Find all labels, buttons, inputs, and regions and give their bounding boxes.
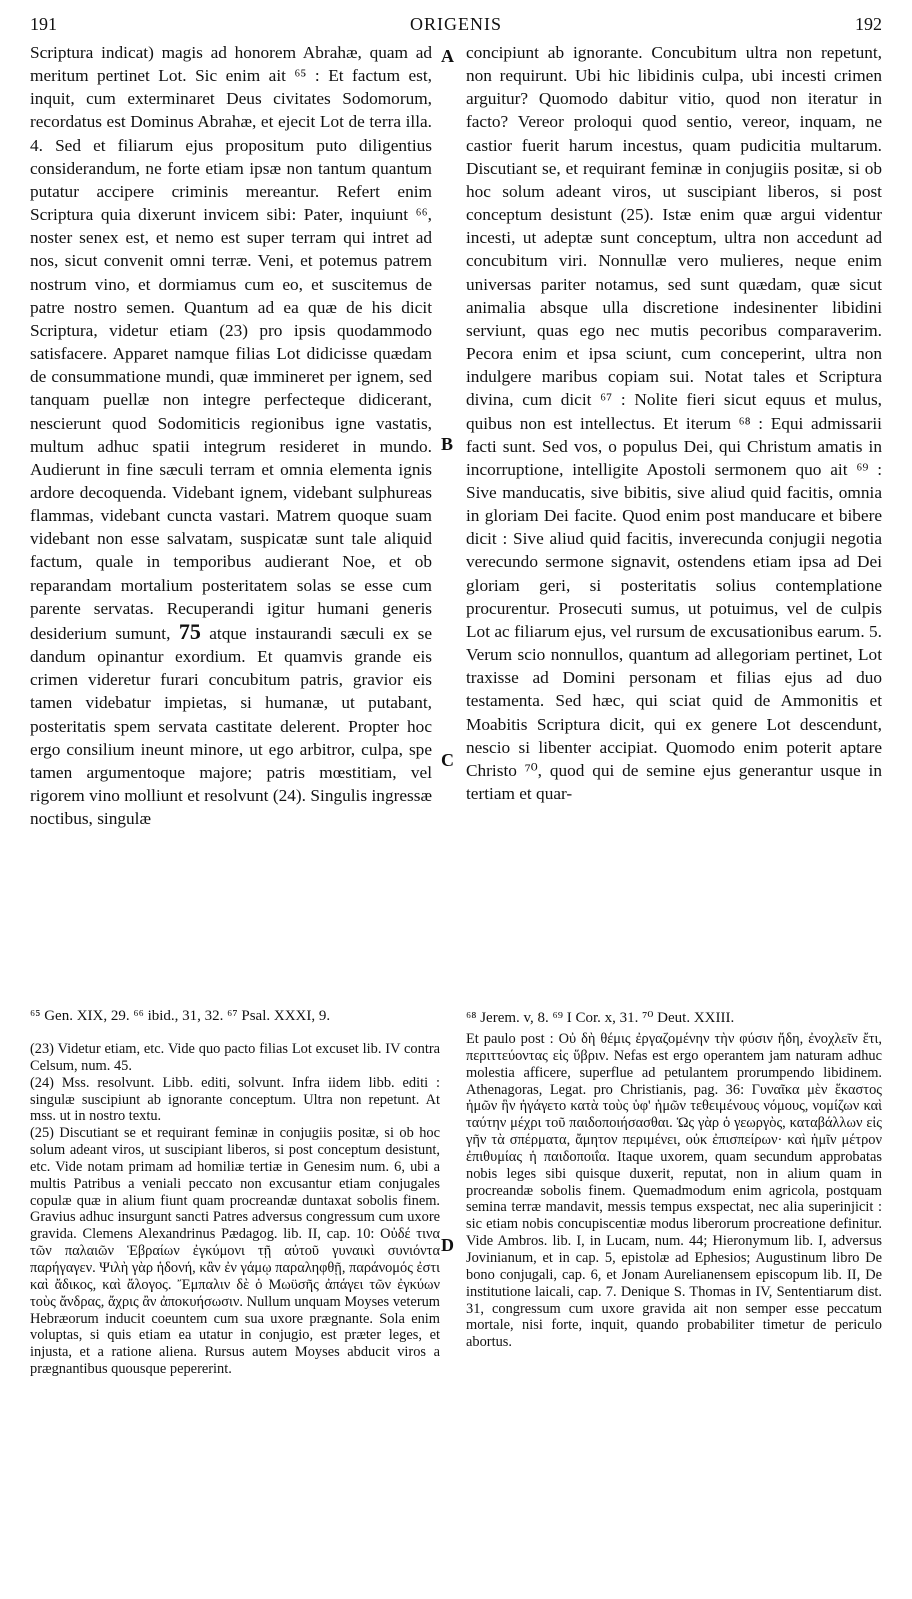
margin-letter-a: A bbox=[441, 46, 454, 66]
running-title: ORIGENIS bbox=[410, 14, 502, 34]
page-header bbox=[30, 14, 882, 38]
note-25-continued: Et paulo post : Οὐ δὴ θέμις ἐργαζομένην τὴν φύσιν ἤδη, ἐνοχλεῖν ἔτι, περιττεύοντας εἰς ὕβριν. Nefas est ergo operantem jam naturam adhuc molestia afficere, superflue ad petulantem prorumpendo libidinem. Athenagoras, Legat. pro Christianis, pag. 36: Γυναῖκα μὲν ἕκαστος ἡμῶν ἣν ἠγάγετο κατὰ τοὺς ὑφ' ἡμῶν τεθειμένους νόμους, νομίζων καὶ ταύτην μέχρι τοῦ παιδοποιήσασθαι. Ὡς γὰρ ὁ γεωργὸς, καταβάλλων εἰς γῆν τὰ σπέρματα, ἄμητον περιμένει, οὐκ ἐπισπείρων· καὶ ἡμῖν μέτρον ἐπιθυμίας ἡ παιδοποιΐα. Itaque uxorem, quam secundum approbatas nobis leges sibi quisque duxerit, reputat, non in alium quam in procreandæ sobolis finem. Quemadmodum enim agricola, postquam semina terræ mandavit, messis tempus exspectat, nec alia superinjicit : sic etiam nobis concupiscentiæ modus liberorum procreatione definitur. Vide Ambros. lib. I, in Lucam, num. 44; Hieronymum lib. I, adversus Jovinianum, et in cap. 5, epistolæ ad Ephesios; Augustinum libro De bono conjugali, cap. 6, et Jonam Aurelianensem episcopum lib. II, De institutione laicali, cap. 7. Denique S. Thomas in IV, Sententiarum dist. 31, congressum cum uxore gravida ait non semper esse peccatum mortale, nisi forte, inquit, quando probabiliter timetur de periculo abortus. bbox=[466, 1031, 882, 1351]
footnotes-right: ⁶⁸ Jerem. v, 8. ⁶⁹ I Cor. x, 31. ⁷⁰ Deut. XXIII. bbox=[466, 1010, 735, 1026]
note-25: (25) Discutiant se et requirant feminæ in conjugiis positæ, si ob hoc solum adeant viros, ut suscipiant liberos, si post conceptum desistunt, etc. Vide notam primam ad homiliæ tertiæ in Genesim num. 6, ubi a multis Patribus a veniali peccato non excusantur etiam conjugales copulæ quæ in alium fiunt quam procreandæ duntaxat sobolis finem. Gravius adhuc insurgunt sancti Patres adversus congressum cum uxore gravida. Clemens Alexandrinus Pædagog. lib. II, cap. 10: Οὐδέ τινα τῶν παλαιῶν Ἑβραίων ἐγκύμονι τῇ αὐτοῦ γυναικὶ συνιόντα παρήγαγεν. Ψιλὴ γὰρ ἡδονή, κἂν ἐν γάμῳ παραληφθῇ, παράνομός ἐστι καὶ ἄδικος, καὶ ἄλογος. Ἔμπαλιν δὲ ὁ Μωϋσῆς ἀπάγει τῶν ἐγκύων τοὺς ἄνδρας, ἄχρις ἂν ἀποκυήσωσιν. Nullum unquam Moyses veterum Hebræorum inducit coeuntem cum sua uxore prægnante. Sola enim voluptas, si quis etiam ea utatur in conjugio, est præter leges, et injusta, et a ratione aliena. Rursus autem Moyses abducit viros a prægnantibus quousque pepererint. bbox=[30, 1125, 440, 1378]
left-column-text bbox=[30, 41, 432, 830]
page-number-right: 192 bbox=[855, 14, 882, 34]
note-23: (23) Videtur etiam, etc. Vide quo pacto filias Lot excuset lib. IV contra Celsum, num. 45. bbox=[30, 1041, 440, 1074]
margin-letter-d: D bbox=[441, 1235, 454, 1255]
left-body-part-1: Scriptura indicat) magis ad honorem Abrahæ, quam ad meritum pertinet Lot. Sic enim ait ⁶⁵ : Et factum est, inquit, cum exterminaret Deus civitates Sodomorum, recordatus est Dominus Abrahæ, et ejecit Lot de terra illa. 4. Sed et filiarum ejus propositum puto diligentius considerandum, ne forte etiam ipsæ non tantum quantum putatur accipere criminis mereantur. Refert enim Scriptura quia dixerunt invicem sibi: Pater, inquiunt ⁶⁶, noster senex est, et nemo est super terram qui intret ad nos, sicut convenit omni terræ. Veni, et potemus patrem nostrum vino, et dormiamus cum eo, et suscitemus de patre nostro semen. Quantum ad ea quæ de his dicit Scriptura, videtur etiam (23) pro ipsis quodammodo satisfacere. Apparet namque filias Lot didicisse quædam de consummatione mundi, quæ immineret per ignem, sed tanquam puellæ non integre perfecteque didicerant, nescierunt quod Sodomiticis regionibus igne vastatis, multum adhuc spatii integrum resideret in mundo. Audierunt in fine sæculi terram et omnia elementa ignis ardore decoquenda. Videbant ignem, videbant sulphureas flammas, videbant cuncta vastari. Matrem quoque suam videbant non esse salvatam, suspicatæ sunt tale aliquid factum, quale in temporibus audierant Noe, et ob reparandam mortalium posteritatem solas se esse cum parente servatas. Recuperandi igitur humani generis desiderium sumunt, bbox=[30, 43, 432, 643]
left-body-part-2: atque instaurandi sæculi ex se dandum opinantur exordium. Et quamvis grande eis crimen videretur furari concubitum patris, gravior eis tamen videbatur impietas, si humanæ, ut putabant, posteritatis spem servata castitate delerent. Propter hoc ergo consilium ineunt minore, ut ego arbitror, culpa, spe tamen argumentoque majore; patris mœstitiam, vel rigorem vino molliunt et resolvunt (24). Singulis ingressæ noctibus, singulæ bbox=[30, 623, 432, 829]
margin-letter-c: C bbox=[441, 750, 454, 770]
page-number-left: 191 bbox=[30, 14, 57, 34]
right-column-text: concipiunt ab ignorante. Concubitum ultra non repetunt, non requirunt. Ubi hic libidinis culpa, ubi incesti crimen arguitur? Quomodo dabitur vitio, quod non iteratur in facto? Vereor proloqui quod sentio, vereor, inquam, ne castior fuerit harum incestus, quam pudicitia multarum. Discutiant se, et requirant feminæ in conjugiis positæ, si ob hoc solum adeant viros, ut suscipiant liberos, si post conceptum desistunt (25). Istæ enim quæ argui videntur incesti, ut adeptæ sunt conceptum, ultra non accedunt ad concubitum viri. Nonnullæ vero mulieres, neque enim universas pariter notamus, sed sunt quædam, quæ sicut animalia absque ulla discretione indesinenter libidini serviunt, quas ego nec mutis pecoribus comparaverim. Pecora enim et ipsa sciunt, cum conceperint, ultra non indulgere maribus copiam sui. Notat tales et Scriptura divina, cum dicit ⁶⁷ : Nolite fieri sicut equus et mulus, quibus non est intellectus. Et iterum ⁶⁸ : Equi admissarii facti sunt. Sed vos, o populus Dei, qui Christum amatis in incorruptione, intelligite Apostoli sermonem quo ait ⁶⁹ : Sive manducatis, sive bibitis, sive aliud quid facitis, omnia in gloriam Dei facite. Quod enim post manducare et bibere dicit : Sive aliud quid facitis, inverecunda conjugii negotia verecundo sermone signavit, ostendens etiam ipsa ad Dei gloriam geri, si posteritatis solius contemplatione procurentur. Prosecuti sumus, ut potuimus, vel de culpis Lot ac filiarum ejus, vel rursum de excusationibus earum. 5. Verum scio nonnullos, quantum ad allegoriam pertinet, Lot traxisse ad Domini personam et filias ejus ad duo testamenta. Sed hæc, qui sciat quid de Ammonitis et Moabitis Scriptura dicit, qui ex genere Lot descendunt, nescio si libenter accipiat. Quomodo enim poterit aptare Christo ⁷⁰, quod qui de semine ejus generantur usque in tertiam et quar- bbox=[466, 43, 882, 803]
notes-left bbox=[30, 1041, 440, 1378]
notes-right bbox=[466, 1031, 882, 1351]
footnotes-left: ⁶⁵ Gen. XIX, 29. ⁶⁶ ibid., 31, 32. ⁶⁷ Psal. XXXI, 9. bbox=[30, 1008, 331, 1024]
margin-letter-b: B bbox=[441, 434, 454, 454]
margin-number: 75 bbox=[178, 618, 201, 644]
note-24: (24) Mss. resolvunt. Libb. editi, solvunt. Infra iidem libb. editi : singulæ suscipiunt ab ignorante conceptum. Ultra non repetunt. At mss. ut in nostro textu. bbox=[30, 1074, 440, 1125]
